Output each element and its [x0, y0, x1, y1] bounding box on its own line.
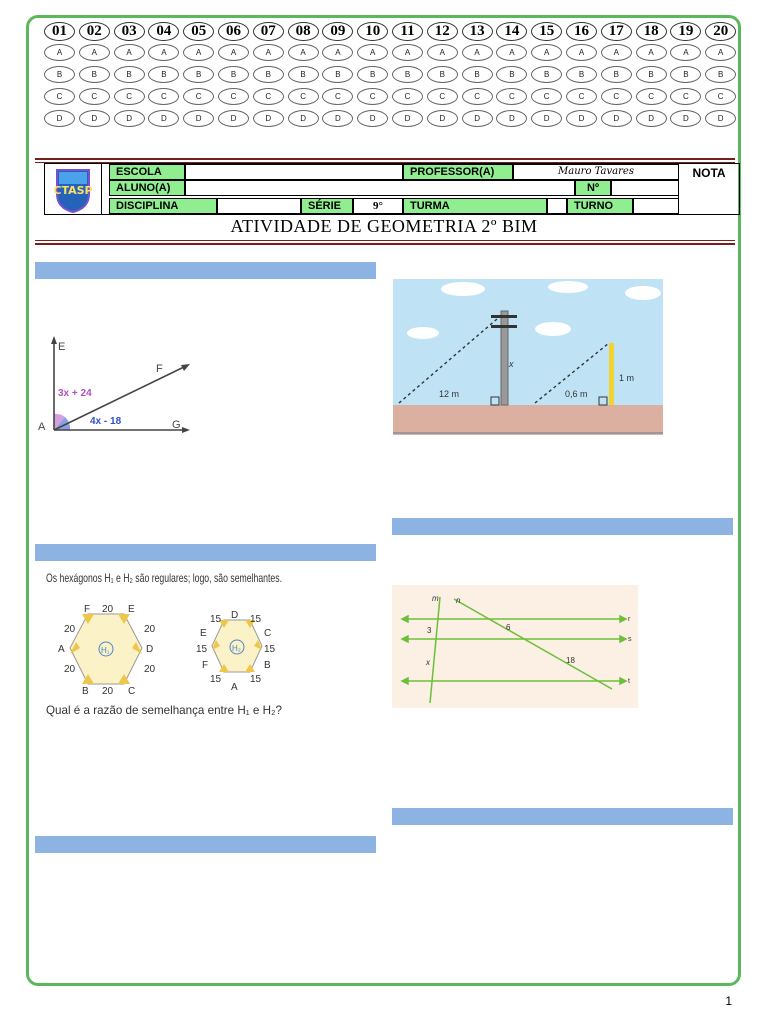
escola-label: ESCOLA [109, 164, 185, 180]
question-number: 06 [218, 22, 249, 41]
svg-text:B: B [264, 660, 271, 671]
professor-value: Mauro Tavares [513, 164, 679, 180]
svg-text:20: 20 [144, 624, 156, 635]
answer-bubble-d[interactable]: D [531, 110, 562, 127]
answer-bubble-b[interactable]: B [148, 66, 179, 83]
svg-text:H₁: H₁ [101, 646, 110, 655]
svg-text:t: t [628, 678, 630, 685]
answer-bubble-d[interactable]: D [218, 110, 249, 127]
answer-bubble-b[interactable]: B [462, 66, 493, 83]
question-band-3 [35, 544, 376, 561]
answer-bubble-b[interactable]: B [253, 66, 284, 83]
svg-text:F: F [156, 363, 163, 375]
svg-text:A: A [231, 682, 238, 693]
disciplina-field[interactable] [217, 198, 301, 214]
answer-bubble-d[interactable]: D [322, 110, 353, 127]
svg-text:3x + 24: 3x + 24 [58, 388, 92, 399]
svg-text:x: x [509, 359, 514, 369]
angle-figure [36, 334, 196, 443]
answer-bubble-b[interactable]: B [357, 66, 388, 83]
answer-bubble-b[interactable]: B [218, 66, 249, 83]
svg-text:x: x [426, 658, 430, 667]
answer-bubble-b[interactable]: B [114, 66, 145, 83]
svg-text:E: E [200, 628, 207, 639]
svg-text:15: 15 [250, 614, 262, 625]
answer-bubble-b[interactable]: B [183, 66, 214, 83]
answer-bubble-c[interactable]: C [114, 88, 145, 105]
question-number: 15 [531, 22, 562, 41]
answer-bubble-a[interactable]: A [148, 44, 179, 61]
question-number: 02 [79, 22, 110, 41]
svg-text:20: 20 [102, 604, 114, 615]
question-number: 01 [44, 22, 75, 41]
answer-bubble-d[interactable]: D [288, 110, 319, 127]
svg-text:15: 15 [250, 674, 262, 685]
answer-bubble-a[interactable]: A [566, 44, 597, 61]
answer-bubble-c[interactable]: C [531, 88, 562, 105]
svg-text:1 m: 1 m [619, 373, 635, 383]
svg-text:20: 20 [64, 664, 76, 675]
aluno-field[interactable] [185, 180, 575, 196]
answer-bubble-a[interactable]: A [44, 44, 75, 61]
answer-bubble-c[interactable]: C [462, 88, 493, 105]
svg-text:A: A [38, 421, 46, 433]
shadow-figure [393, 279, 663, 440]
answer-bubble-a[interactable]: A [357, 44, 388, 61]
svg-text:s: s [628, 636, 632, 643]
question-number: 12 [427, 22, 458, 41]
question-band-5 [35, 836, 376, 853]
answer-bubble-d[interactable]: D [496, 110, 527, 127]
answer-bubble-c[interactable]: C [79, 88, 110, 105]
answer-bubble-a[interactable]: A [79, 44, 110, 61]
question-number: 17 [601, 22, 632, 41]
svg-text:F: F [84, 604, 91, 615]
serie-label: SÉRIE [301, 198, 353, 214]
answer-bubble-d[interactable]: D [462, 110, 493, 127]
answer-bubble-a[interactable]: A [253, 44, 284, 61]
svg-text:4x - 18: 4x - 18 [90, 416, 122, 427]
answer-bubble-b[interactable]: B [496, 66, 527, 83]
svg-text:0,6 m: 0,6 m [565, 389, 588, 399]
svg-text:20: 20 [144, 664, 156, 675]
answer-bubble-c[interactable]: C [496, 88, 527, 105]
question-number: 03 [114, 22, 145, 41]
svg-text:20: 20 [102, 686, 114, 697]
question-number: 14 [496, 22, 527, 41]
question-band-1 [35, 262, 376, 279]
page-number: 1 [725, 994, 732, 1008]
svg-text:m: m [432, 594, 439, 603]
answer-bubble-d[interactable]: D [566, 110, 597, 127]
page-title: ATIVIDADE DE GEOMETRIA 2º BIM [230, 216, 538, 236]
turma-label: TURMA [403, 198, 547, 214]
nota-label: NOTA [678, 164, 739, 214]
answer-bubble-b[interactable]: B [531, 66, 562, 83]
answer-bubble-a[interactable]: A [496, 44, 527, 61]
question-band-2 [392, 518, 733, 535]
answer-bubble-a[interactable]: A [601, 44, 632, 61]
question-number: 13 [462, 22, 493, 41]
escola-field[interactable] [185, 164, 403, 180]
answer-bubble-a[interactable]: A [705, 44, 736, 61]
answer-bubble-c[interactable]: C [705, 88, 736, 105]
svg-text:E: E [128, 604, 135, 615]
question-number: 08 [288, 22, 319, 41]
answer-bubble-d[interactable]: D [427, 110, 458, 127]
answer-bubble-c[interactable]: C [183, 88, 214, 105]
answer-bubble-a[interactable]: A [531, 44, 562, 61]
turma-field[interactable] [547, 198, 567, 214]
svg-text:C: C [128, 686, 136, 697]
svg-text:C: C [264, 628, 272, 639]
aluno-label: ALUNO(A) [109, 180, 185, 196]
answer-bubble-b[interactable]: B [566, 66, 597, 83]
question-number: 04 [148, 22, 179, 41]
svg-text:F: F [202, 660, 209, 671]
answer-bubble-c[interactable]: C [218, 88, 249, 105]
answer-bubble-a[interactable]: A [427, 44, 458, 61]
svg-text:E: E [58, 341, 66, 353]
hexagon-exercise [38, 566, 288, 741]
answer-bubble-c[interactable]: C [670, 88, 701, 105]
numero-label: Nº [575, 180, 611, 196]
answer-bubble-b[interactable]: B [44, 66, 75, 83]
svg-text:15: 15 [210, 614, 222, 625]
question-number: 10 [357, 22, 388, 41]
question-number: 16 [566, 22, 597, 41]
svg-text:18: 18 [566, 656, 575, 665]
header-table [44, 163, 740, 215]
svg-text:15: 15 [196, 644, 208, 655]
answer-bubble-b[interactable]: B [392, 66, 423, 83]
question-number: 11 [392, 22, 423, 41]
answer-bubble-d[interactable]: D [392, 110, 423, 127]
answer-bubble-b[interactable]: B [427, 66, 458, 83]
answer-bubble-d[interactable]: D [670, 110, 701, 127]
svg-text:H₂: H₂ [232, 644, 241, 653]
answer-bubble-c[interactable]: C [253, 88, 284, 105]
svg-text:12 m: 12 m [439, 389, 460, 399]
answer-bubble-c[interactable]: C [392, 88, 423, 105]
answer-bubble-a[interactable]: A [670, 44, 701, 61]
svg-text:G: G [172, 419, 181, 431]
answer-bubble-d[interactable]: D [601, 110, 632, 127]
disciplina-label: DISCIPLINA [109, 198, 217, 214]
answer-bubble-d[interactable]: D [183, 110, 214, 127]
svg-text:B: B [82, 686, 89, 697]
answer-bubble-a[interactable]: A [462, 44, 493, 61]
answer-bubble-c[interactable]: C [44, 88, 75, 105]
question-number: 05 [183, 22, 214, 41]
answer-bubble-a[interactable]: A [183, 44, 214, 61]
answer-bubble-b[interactable]: B [288, 66, 319, 83]
svg-text:D: D [231, 610, 239, 621]
question-number: 20 [705, 22, 736, 41]
svg-text:6: 6 [506, 623, 511, 632]
svg-text:CTASP: CTASP [53, 184, 93, 197]
answer-bubble-b[interactable]: B [79, 66, 110, 83]
answer-bubble-b[interactable]: B [670, 66, 701, 83]
header-rule-top [35, 158, 735, 160]
answer-bubble-d[interactable]: D [79, 110, 110, 127]
answer-bubble-a[interactable]: A [392, 44, 423, 61]
question-number: 18 [636, 22, 667, 41]
numero-field[interactable] [611, 180, 679, 196]
answer-bubble-b[interactable]: B [322, 66, 353, 83]
svg-text:15: 15 [210, 674, 222, 685]
answer-bubble-a[interactable]: A [288, 44, 319, 61]
svg-text:n: n [456, 596, 461, 605]
svg-text:3: 3 [427, 626, 432, 635]
answer-bubble-a[interactable]: A [114, 44, 145, 61]
school-logo [45, 164, 102, 214]
turno-label: TURNO [567, 198, 633, 214]
svg-text:r: r [628, 616, 631, 623]
answer-bubble-c[interactable]: C [288, 88, 319, 105]
title-rule-thin [35, 240, 735, 241]
title-rule [35, 243, 735, 245]
answer-bubble-c[interactable]: C [357, 88, 388, 105]
professor-label: PROFESSOR(A) [403, 164, 513, 180]
answer-bubble-d[interactable]: D [148, 110, 179, 127]
svg-text:20: 20 [64, 624, 76, 635]
answer-bubble-d[interactable]: D [44, 110, 75, 127]
question-band-4 [392, 808, 733, 825]
serie-value: 9° [353, 198, 403, 214]
svg-text:15: 15 [264, 644, 276, 655]
answer-bubble-d[interactable]: D [705, 110, 736, 127]
answer-bubble-c[interactable]: C [601, 88, 632, 105]
turno-field[interactable] [633, 198, 679, 214]
answer-bubble-d[interactable]: D [357, 110, 388, 127]
question-number: 09 [322, 22, 353, 41]
answer-bubble-c[interactable]: C [148, 88, 179, 105]
answer-bubble-c[interactable]: C [636, 88, 667, 105]
question-number: 07 [253, 22, 284, 41]
answer-bubble-a[interactable]: A [218, 44, 249, 61]
svg-text:D: D [146, 644, 154, 655]
answer-bubble-b[interactable]: B [601, 66, 632, 83]
answer-bubble-b[interactable]: B [705, 66, 736, 83]
answer-bubble-b[interactable]: B [636, 66, 667, 83]
answer-bubble-c[interactable]: C [427, 88, 458, 105]
question-number: 19 [670, 22, 701, 41]
answer-bubble-d[interactable]: D [636, 110, 667, 127]
answer-bubble-c[interactable]: C [566, 88, 597, 105]
svg-text:Qual é a razão de semelhança e: Qual é a razão de semelhança entre H₁ e H₂? [46, 703, 283, 717]
answer-bubble-d[interactable]: D [253, 110, 284, 127]
answer-bubble-c[interactable]: C [322, 88, 353, 105]
answer-bubble-a[interactable]: A [636, 44, 667, 61]
svg-text:Os hexágonos H₁ e H₂ são regul: Os hexágonos H₁ e H₂ são regulares; logo, são semelhantes. [46, 571, 282, 585]
answer-bubble-a[interactable]: A [322, 44, 353, 61]
answer-bubble-d[interactable]: D [114, 110, 145, 127]
svg-text:A: A [58, 644, 65, 655]
parallel-lines-figure [392, 585, 638, 713]
